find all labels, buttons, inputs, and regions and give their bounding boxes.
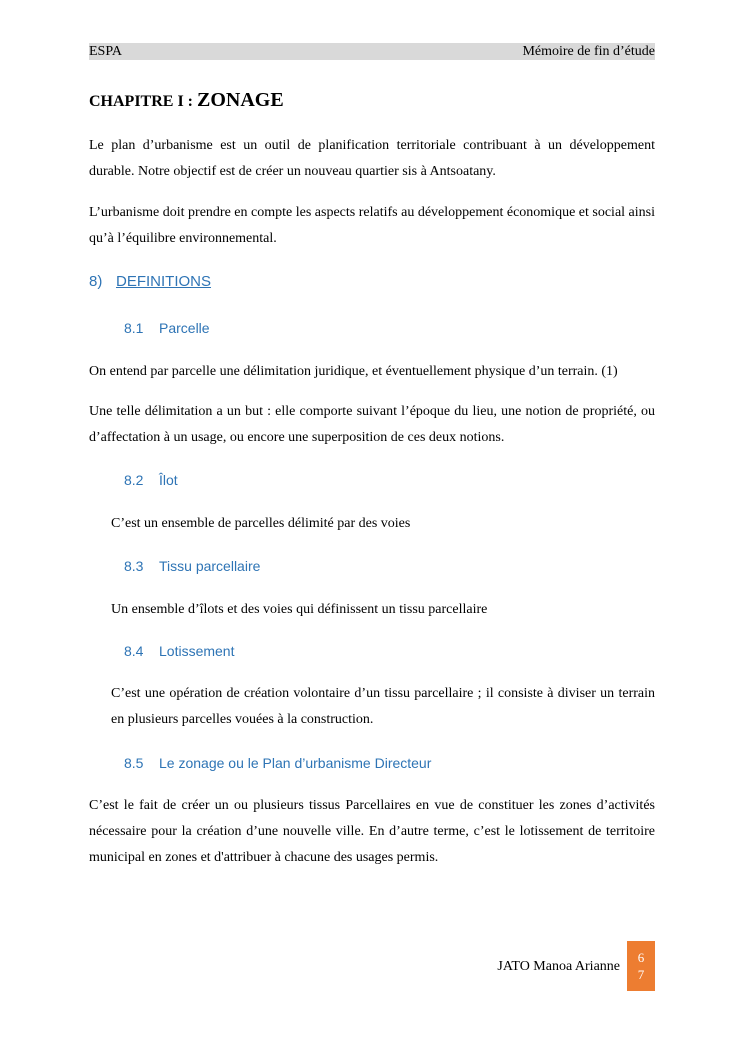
subsection-number: 8.1	[124, 320, 144, 336]
lotissement-paragraph: C’est une opération de création volontaire d’un tissu parcellaire ; il consiste à diviser un terrain en plusieurs parcelles vouées à la construction.	[111, 686, 655, 727]
chapter-name: ZONAGE	[197, 89, 284, 111]
chapter-prefix: CHAPITRE I :	[89, 93, 198, 110]
page-number-digit-1: 6	[637, 950, 645, 965]
parcelle-paragraph-1: On entend par parcelle une délimitation juridique, et éventuellement physique d’un terrain. (1)	[89, 364, 618, 379]
subsection-number: 8.3	[124, 558, 144, 574]
footer-author: JATO Manoa Arianne	[497, 959, 620, 974]
section-number: 8)	[89, 273, 103, 290]
header-right-text: Mémoire de fin d’étude	[522, 44, 655, 59]
header-left-text: ESPA	[89, 44, 122, 59]
section-heading	[89, 270, 211, 294]
page-number-badge	[627, 941, 655, 991]
subsection-heading-8-4	[124, 640, 234, 662]
subsection-heading-8-1	[124, 317, 210, 339]
subsection-number: 8.4	[124, 643, 144, 659]
tissu-paragraph: Un ensemble d’îlots et des voies qui définissent un tissu parcellaire	[111, 602, 488, 617]
subsection-title: Le zonage ou le Plan d’urbanisme Directeur	[159, 755, 432, 771]
subsection-number: 8.2	[124, 472, 144, 488]
intro-paragraph-2: L’urbanisme doit prendre en compte les aspects relatifs au développement économique et social ainsi qu’à l’équilibre environnemental.	[89, 205, 655, 246]
subsection-title: Îlot	[159, 472, 178, 488]
subsection-title: Tissu parcellaire	[159, 558, 261, 574]
page-header	[89, 43, 655, 60]
subsection-number: 8.5	[124, 755, 144, 771]
intro-paragraph-1: Le plan d’urbanisme est un outil de planification territoriale contribuant à un développement durable. Notre objectif est de créer un nouveau quartier sis à Antsoatany.	[89, 138, 655, 179]
ilot-paragraph: C’est un ensemble de parcelles délimité par des voies	[111, 516, 411, 531]
chapter-title	[89, 87, 284, 115]
subsection-heading-8-5	[124, 752, 431, 774]
subsection-title: Parcelle	[159, 320, 210, 336]
page-number-digit-2: 7	[637, 967, 645, 982]
zonage-paragraph: C’est le fait de créer un ou plusieurs tissus Parcellaires en vue de constituer les zones d’activités nécessaire pour la création d’une nouvelle ville. En d’autre terme, c’est le lotissement de territoire municipal en zones et d'attribuer à chacune des usages permis.	[89, 798, 655, 865]
subsection-title: Lotissement	[159, 643, 235, 659]
parcelle-paragraph-2: Une telle délimitation a un but : elle comporte suivant l’époque du lieu, une notion de propriété, ou d’affectation à un usage, ou encore une superposition de ces deux notions.	[89, 404, 655, 445]
subsection-heading-8-3	[124, 555, 260, 577]
section-title: DEFINITIONS	[116, 273, 212, 290]
subsection-heading-8-2	[124, 469, 178, 491]
